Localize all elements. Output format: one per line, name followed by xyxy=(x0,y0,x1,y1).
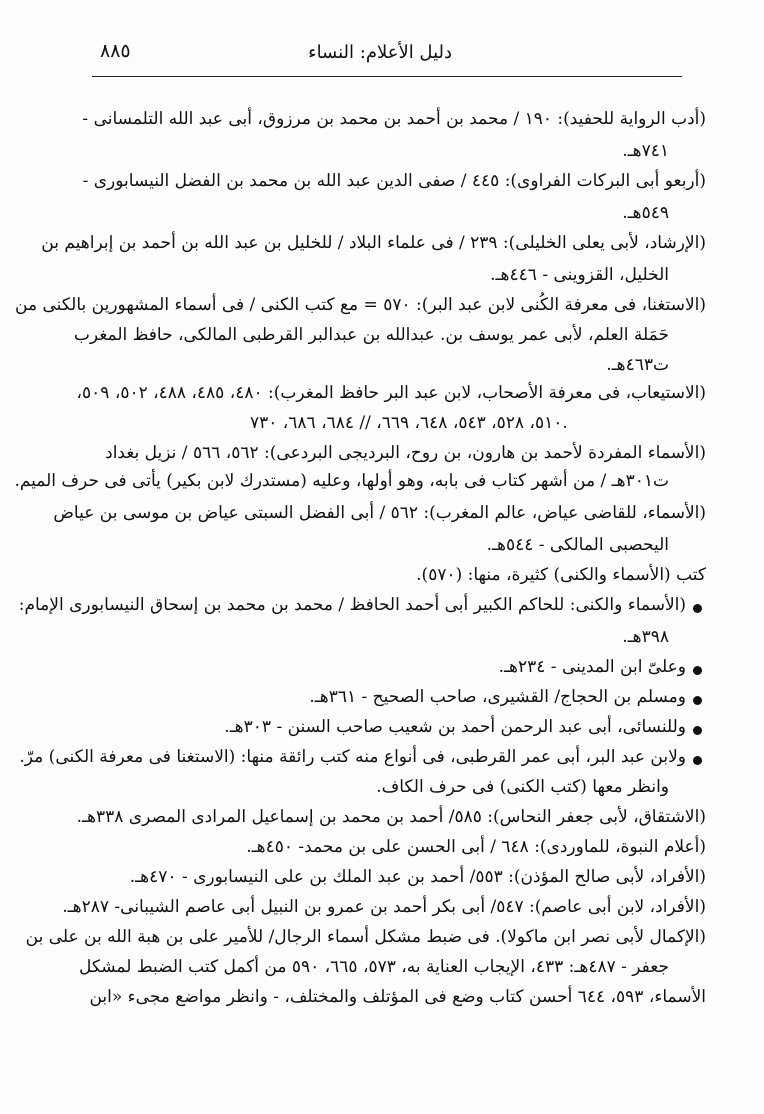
entry-line: (الأسماء والكنى: للحاكم الكبير أبى أحمد الحافظ / محمد بن محمد بن إسحاق النيسابورى الإمام: xyxy=(18,595,686,615)
entry-line: (الإكمال لأبى نصر ابن ماكولا). فى ضبط مشكل أسماء الرجال/ للأمير على بن هبة الله بن على بن xyxy=(25,927,706,947)
entry-line: (الأسماء المفردة لأحمد بن هارون، بن روح، البرديجى البردعى): ٥٦٢، ٥٦٦ / نزيل بغداد xyxy=(105,443,706,463)
entry-line: ٥١٠، ٥٢٨، ٥٤٣، ٦٤٨، ٦٦٩، // ٦٨٤، ٦٨٦، ٧٣٠. xyxy=(250,413,568,433)
list-bullet xyxy=(693,726,702,735)
entry-line: (الاستغنا، فى معرفة الكُنى لابن عبد البر): ٥٧٠ = مع كتب الكنى / فى أسماء المشهورين بالكنى من xyxy=(15,295,706,315)
entry-line: ٣٩٨هـ. xyxy=(622,627,669,647)
entry-line: كتب (الأسماء والكنى) كثيرة، منها: (٥٧٠). xyxy=(416,565,706,585)
entry-line: ٥٤٩هـ. xyxy=(622,203,669,223)
entry-line: جعفر - ٤٨٧هـ: ٤٣٣، الإيجاب العناية به، ٥٧٣، ٦٦٥، ٥٩٠ من أكمل كتب الضبط لمشكل xyxy=(78,957,669,977)
entry-line: الخليل، القزوينى - ٤٤٦هـ. xyxy=(490,265,669,285)
entry-line: (الأفراد، لأبى صالح المؤذن): ٥٥٣/ أحمد بن عبد الملك بن على النيسابورى - ٤٧٠هـ. xyxy=(129,867,706,887)
entry-line: (الأسماء، للقاضى عياض، عالم المغرب): ٥٦٢ / أبى الفضل السبتى عياض بن موسى بن عياض xyxy=(53,503,706,523)
entry-line: وانظر معها (كتب الكنى) فى حرف الكاف. xyxy=(376,777,669,797)
entry-line: ٧٤١هـ. xyxy=(622,141,669,161)
entry-line: (الاشتقاق، لأبى جعفر النحاس): ٥٨٥/ أحمد بن محمد بن إسماعيل المرادى المصرى ٣٣٨هـ. xyxy=(76,807,706,827)
entry-line: وللنسائى، أبى عبد الرحمن أحمد بن شعيب صاحب السنن - ٣٠٣هـ. xyxy=(224,717,686,737)
entry-line: (أعلام النبوة، للماوردى): ٦٤٨ / أبى الحسن على بن محمد- ٤٥٠هـ. xyxy=(246,837,706,857)
list-bullet xyxy=(693,604,702,613)
entry-line: وعلىّ ابن المدينى - ٢٣٤هـ. xyxy=(498,657,686,677)
entry-line: (أربعو أبى البركات الفراوى): ٤٤٥ / صفى الدين عبد الله بن محمد بن الفضل النيسابورى - xyxy=(82,171,706,191)
entry-line: (الاستيعاب، فى معرفة الأصحاب، لابن عبد البر حافظ المغرب): ٤٨٠، ٤٨٥، ٤٨٨، ٥٠٢، ٥٠٩، xyxy=(76,383,706,403)
page-number: ٨٨٥ xyxy=(100,40,131,62)
entry-line: (الأفراد، لابن أبى عاصم): ٥٤٧/ أبى بكر أحمد بن عمرو بن النبيل أبى عاصم الشيبانى- ٢٨٧هـ. xyxy=(62,897,706,917)
list-bullet xyxy=(693,756,702,765)
list-bullet xyxy=(693,666,702,675)
entry-line: ولابن عبد البر، أبى عمر القرطبى، فى أنواع منه كتب رائقة منها: (الاستغنا فى معرفة الكنى) مرّ. xyxy=(19,747,686,767)
page-header xyxy=(92,38,682,77)
list-bullet xyxy=(693,696,702,705)
entry-line: ومسلم بن الحجاج/ القشيرى، صاحب الصحيح - ٣٦١هـ. xyxy=(309,687,686,707)
entry-line: (الإرشاد، لأبى يعلى الخليلى): ٢٣٩ / فى علماء البلاد / للخليل بن عبد الله بن أحمد بن إبراهيم بن xyxy=(41,233,706,253)
entry-line: حَمَلة العلم، لأبى عمر يوسف بن. عبدالله بن عبدالبر القرطبى المالكى، حافظ المغرب xyxy=(73,325,669,345)
entry-line: (أدب الرواية للحفيد): ١٩٠ / محمد بن أحمد بن محمد بن مرزوق، أبى عبد الله التلمسانى - xyxy=(82,109,706,129)
entry-line: الأسماء، ٥٩٣، ٦٤٤ أحسن كتاب وضع فى المؤتلف والمختلف، - وانظر مواضع مجىء «ابن xyxy=(89,987,706,1007)
entry-line: ت٣٠١هـ / من أشهر كتاب فى بابه، وهو أولها، وعليه (مستدرك لابن بكير) يأتى فى حرف الميم. xyxy=(14,471,669,491)
running-title: دليل الأعلام: النساء xyxy=(308,42,452,63)
entry-line: ت٤٦٣هـ. xyxy=(606,355,669,375)
entry-line: اليحصبى المالكى - ٥٤٤هـ. xyxy=(486,535,669,555)
